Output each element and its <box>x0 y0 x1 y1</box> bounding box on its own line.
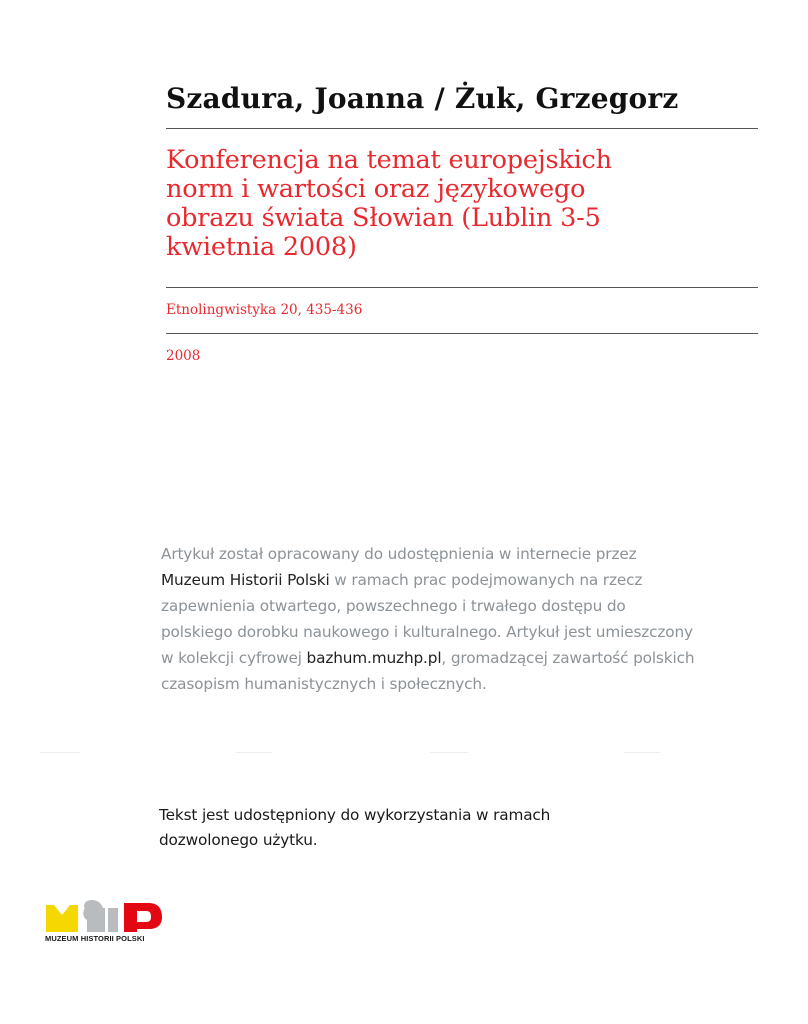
notice-line: czasopism humanistycznych i społecznych. <box>161 675 487 693</box>
logo-crown-yellow <box>46 905 78 932</box>
faint-divider <box>624 752 660 753</box>
logo-eagle-gray <box>83 900 105 932</box>
faint-divider <box>40 752 80 753</box>
notice-text: w ramach prac podejmowanych na rzecz <box>329 571 643 589</box>
notice-line <box>161 567 761 593</box>
bazhum-link[interactable]: bazhum.muzhp.pl <box>306 649 442 667</box>
museum-name: Muzeum Historii Polski <box>161 571 330 589</box>
title-line: obrazu świata Słowian (Lublin 3-5 <box>166 203 601 233</box>
title-line: Konferencja na temat europejskich <box>166 145 612 175</box>
museum-logo-caption: MUZEUM HISTORII POLSKI <box>45 934 145 943</box>
publication-year: 2008 <box>166 348 201 364</box>
source-citation: Etnolingwistyka 20, 435-436 <box>166 302 363 318</box>
title-line: kwietnia 2008) <box>166 232 357 262</box>
divider-middle <box>166 287 758 288</box>
notice-text: , gromadzącej zawartość polskich <box>441 649 695 667</box>
notice-line <box>161 645 761 671</box>
divider-bottom <box>166 333 758 334</box>
notice-text: w kolekcji cyfrowej <box>161 649 307 667</box>
notice-line: polskiego dorobku naukowego i kulturalnego. Artykuł jest umieszczony <box>161 623 693 641</box>
faint-divider <box>430 752 468 753</box>
license-line: Tekst jest udostępniony do wykorzystania w ramach <box>159 806 551 824</box>
faint-divider <box>236 752 272 753</box>
logo-gray-bar <box>108 908 118 932</box>
article-title <box>166 146 756 262</box>
digitization-notice <box>161 541 761 697</box>
license-line: dozwolonego użytku. <box>159 831 318 849</box>
logo-letter-p <box>124 903 162 932</box>
license-notice <box>159 803 550 853</box>
notice-line: zapewnienia otwartego, powszechnego i trwałego dostępu do <box>161 597 626 615</box>
notice-line: Artykuł został opracowany do udostępnienia w internecie przez <box>161 545 637 563</box>
divider-top <box>166 128 758 129</box>
authors-heading: Szadura, Joanna / Żuk, Grzegorz <box>166 82 679 115</box>
title-line: norm i wartości oraz językowego <box>166 174 586 204</box>
